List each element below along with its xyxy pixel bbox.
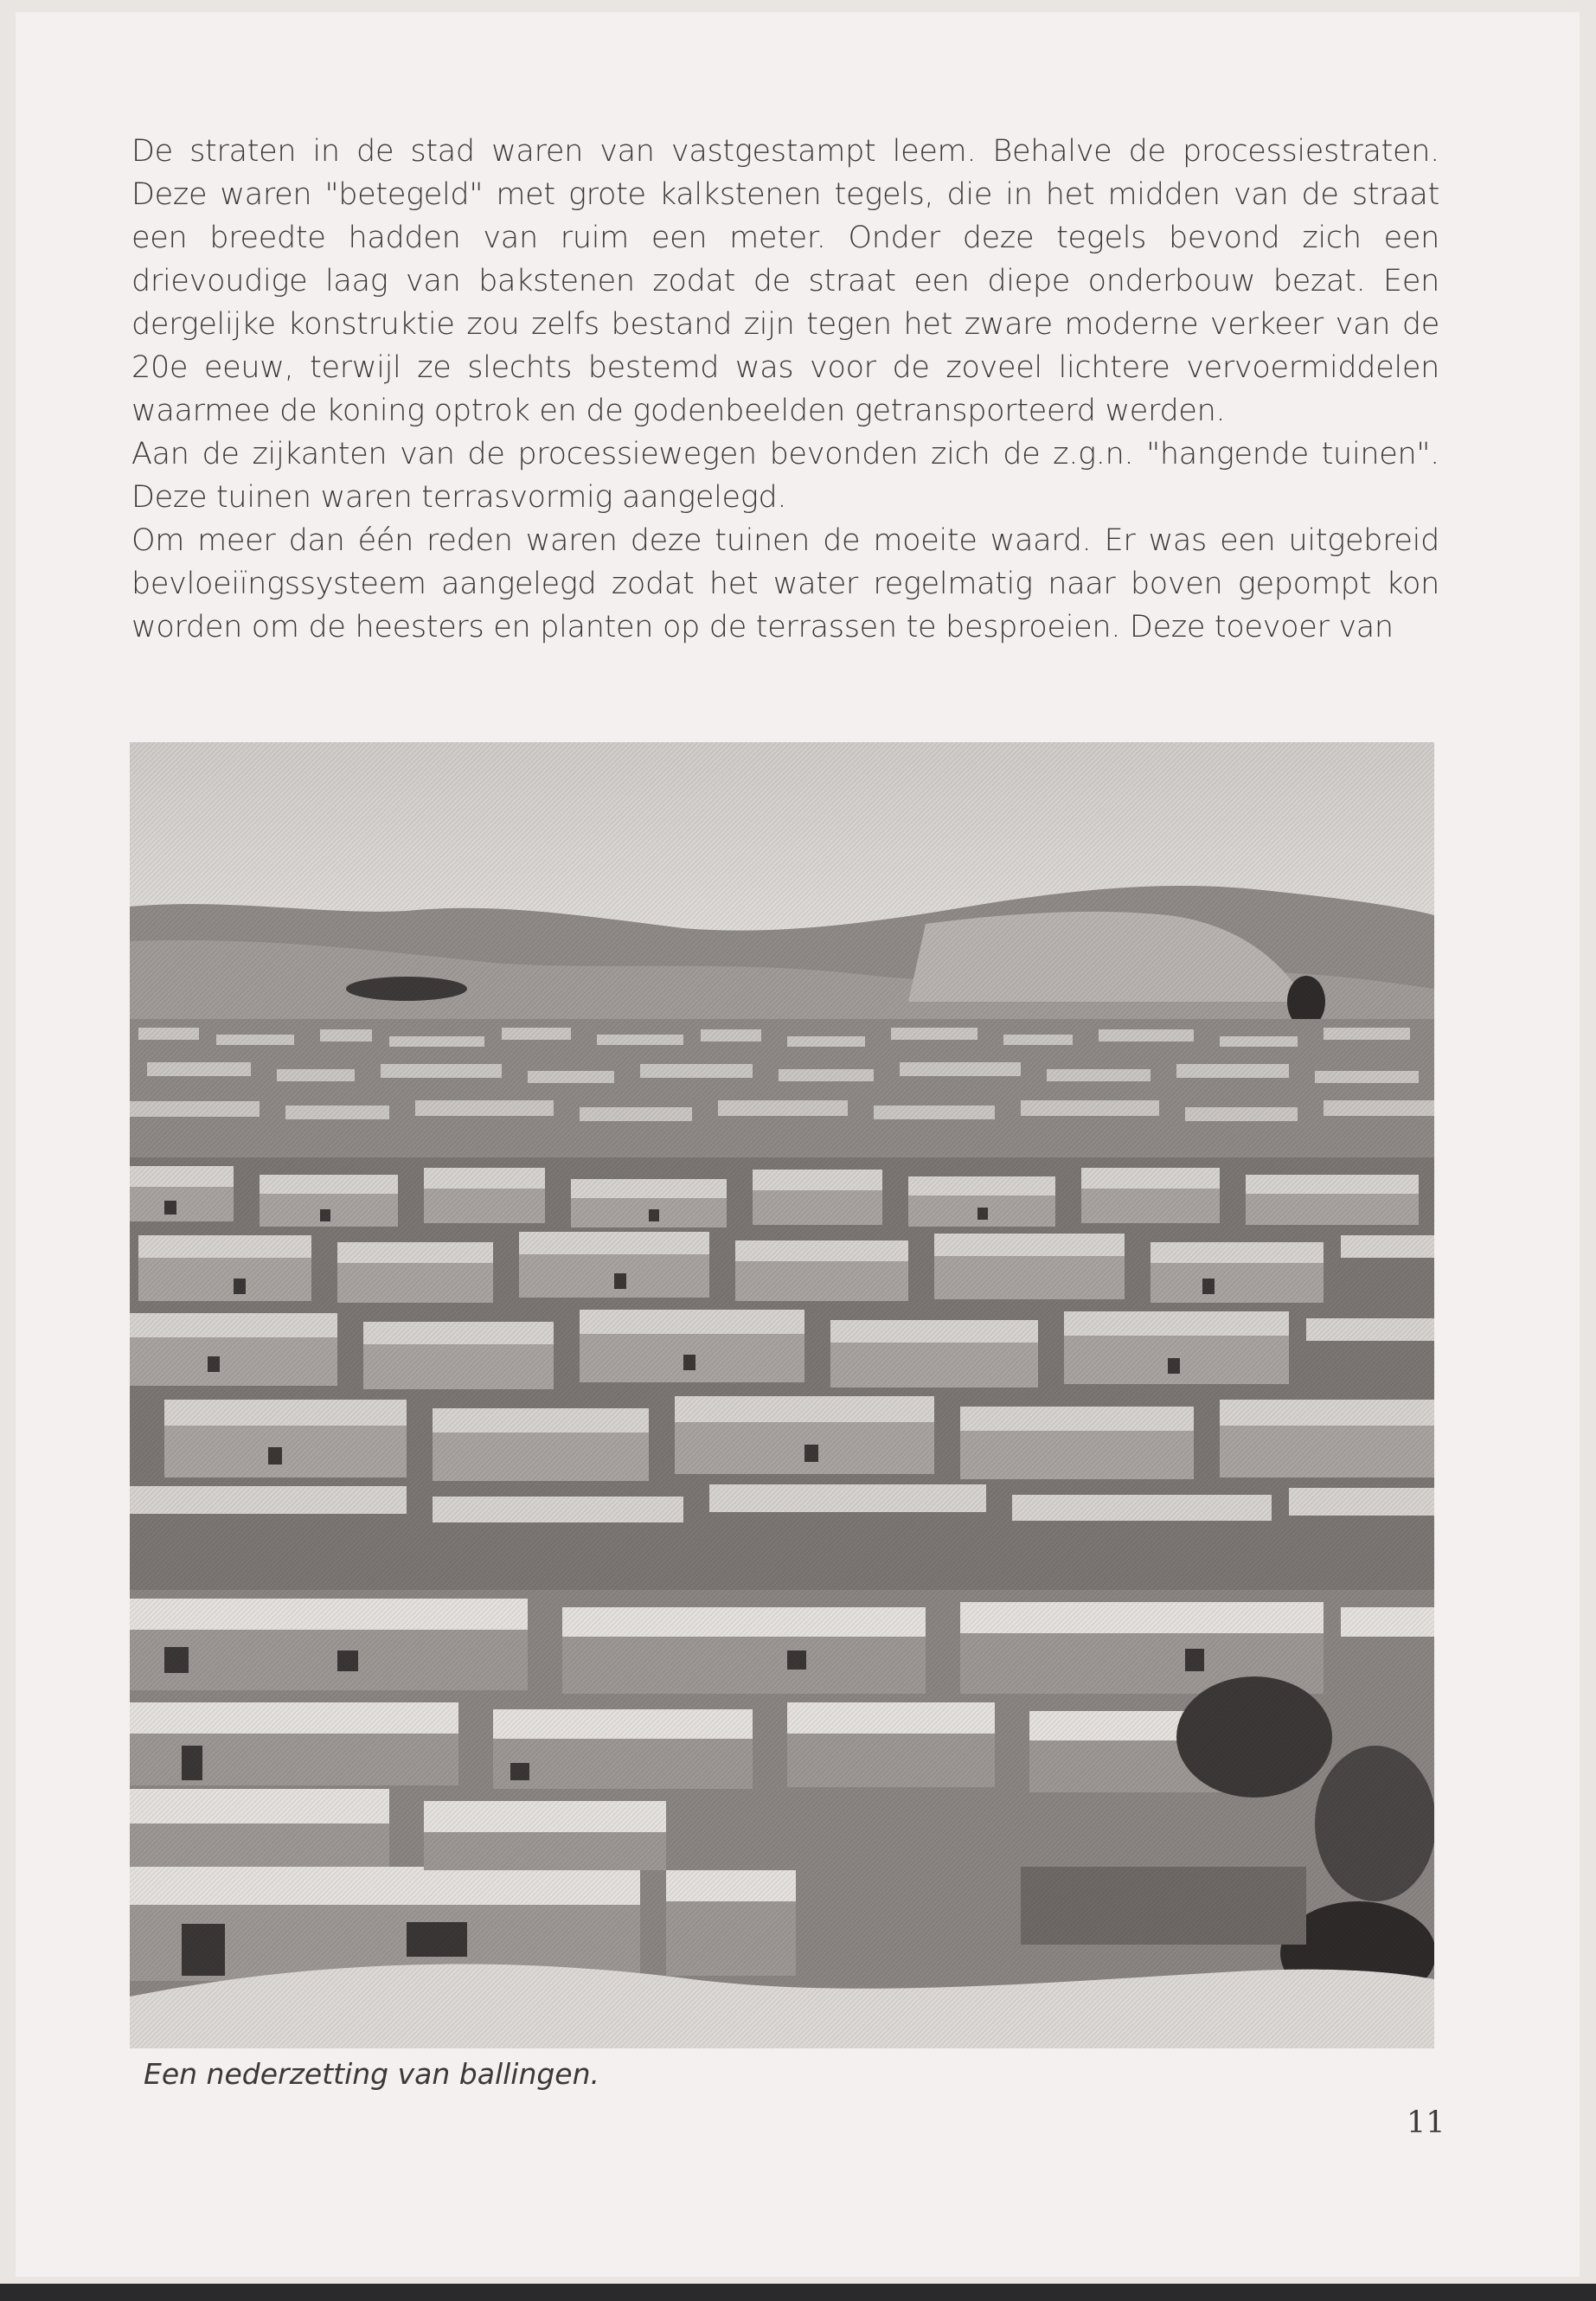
settlement-photo (130, 742, 1434, 2048)
page-number: 11 (1407, 2106, 1445, 2140)
figure-caption: Een nederzetting van ballingen. (144, 2057, 600, 2091)
body-text (131, 130, 1439, 649)
page-bottom-edge (0, 2284, 1596, 2301)
paragraph-3: Om meer dan één reden waren deze tuinen de moeite waard. Er was een uitgebreid bevloeiïngssysteem aangelegd zodat het water regelmatig naar boven gepompt kon worden om de heesters en planten op de terrassen te besproeien. Deze toevoer van (131, 523, 1439, 644)
paragraph-1: De straten in de stad waren van vastgestampt leem. Behalve de processiestraten. Deze waren "betegeld" met grote kalkstenen tegels, die in het midden van de straat een breedte hadden van ruim een meter. Onder deze tegels bevond zich een drievoudige laag van bakstenen zodat de straat een diepe onderbouw bezat. Een dergelijke konstruktie zou zelfs bestand zijn tegen het zware moderne verkeer van de 20e eeuw, terwijl ze slechts bestemd was voor de zoveel lichtere vervoermiddelen waarmee de koning optrok en de godenbeelden getransporteerd werden. (131, 134, 1439, 428)
paragraph-2: Aan de zijkanten van de processiewegen bevonden zich de z.g.n. "hangende tuinen". Deze tuinen waren terrasvormig aangelegd. (131, 437, 1439, 515)
